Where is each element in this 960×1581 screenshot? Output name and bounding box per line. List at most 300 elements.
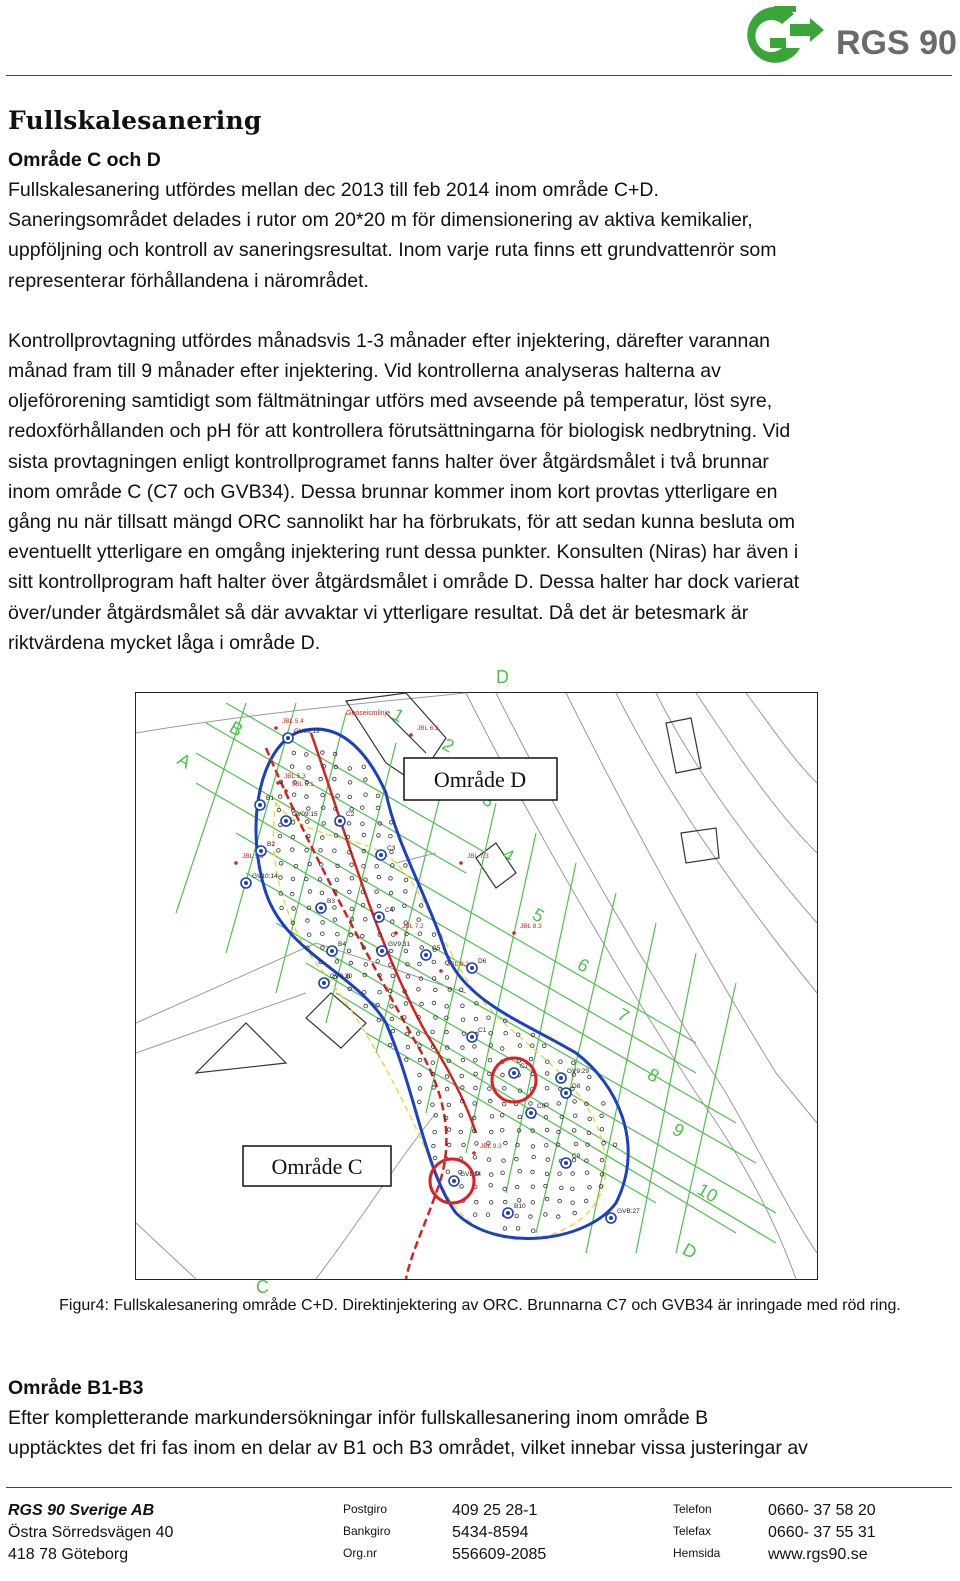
injection-point <box>588 1117 592 1121</box>
injection-point <box>388 1043 392 1047</box>
injection-point <box>319 849 323 853</box>
injection-point <box>348 767 352 771</box>
injection-point <box>588 1075 592 1079</box>
injection-point <box>545 1197 549 1201</box>
header-divider <box>6 75 952 76</box>
well-label: D6 <box>478 958 487 965</box>
injection-point <box>515 1157 519 1161</box>
injection-point <box>473 1102 477 1106</box>
jbl-point <box>512 923 542 935</box>
well-marker <box>503 1203 526 1218</box>
injection-point <box>336 932 340 936</box>
injection-point <box>447 1128 451 1132</box>
injection-point <box>280 906 284 910</box>
injection-point <box>460 1074 464 1078</box>
well-label: C1 <box>478 1027 487 1034</box>
footer-link-website[interactable]: www.rgs90.se <box>768 1546 868 1563</box>
buildings <box>196 693 719 1073</box>
injection-point <box>588 1186 592 1190</box>
injection-point <box>306 919 310 923</box>
injection-point <box>321 793 325 797</box>
svg-text:7: 7 <box>614 1004 633 1027</box>
footer-label-orgnr: Org.nr <box>343 1546 378 1560</box>
injection-point <box>488 1087 492 1091</box>
text-line: månad fram till 9 månader efter injektering. Vid kontrollerna analyseras halterna av <box>8 360 721 383</box>
injection-point <box>474 1017 478 1021</box>
injection-point <box>406 1045 410 1049</box>
injection-point <box>489 1184 493 1188</box>
injection-point <box>347 822 351 826</box>
injection-point <box>434 1016 438 1020</box>
injection-point <box>445 1075 449 1079</box>
well-label: C3 <box>387 845 396 852</box>
injection-point <box>490 1130 494 1134</box>
injection-point <box>389 877 393 881</box>
text-line: sitt kontrollprogram haft halter över åtgärdsmålet i område D. Dessa halter har dock varierat <box>8 571 800 594</box>
footer-label-postgiro: Postgiro <box>343 1502 388 1516</box>
well-marker <box>467 958 487 973</box>
text-line: eventuellt ytterligare en omgång injektering runt dessa punkter. Konsulten (Niras) har även i <box>8 541 799 564</box>
injection-point <box>531 1229 535 1233</box>
injection-point <box>532 1155 536 1159</box>
injection-point <box>546 1158 550 1162</box>
injection-point <box>600 1114 604 1118</box>
injection-point <box>378 990 382 994</box>
injection-point <box>320 891 324 895</box>
well-marker <box>377 941 410 956</box>
injection-point <box>516 1033 520 1037</box>
injection-point <box>377 904 381 908</box>
injection-point <box>501 1171 505 1175</box>
injection-point <box>503 1200 507 1204</box>
injection-point <box>291 835 295 839</box>
injection-point <box>362 833 366 837</box>
injection-point <box>417 988 421 992</box>
footer-value-postgiro: 409 25 28-1 <box>452 1502 538 1519</box>
svg-text:4: 4 <box>499 844 518 867</box>
well-label: GV09:19 <box>294 728 320 735</box>
label-area-d: Område D <box>433 767 527 792</box>
injection-point <box>542 1044 546 1048</box>
injection-point <box>447 1103 451 1107</box>
injection-point <box>391 974 395 978</box>
injection-point <box>557 1102 561 1106</box>
injection-point <box>461 1018 465 1022</box>
injection-point <box>447 1143 451 1147</box>
svg-text:6: 6 <box>574 954 593 977</box>
footer-value-telefon: 0660- 37 58 20 <box>768 1502 876 1519</box>
label-area-c: Område C <box>271 1154 363 1179</box>
well-label: JBL 9.3 <box>480 1143 502 1150</box>
injection-point <box>445 1005 449 1009</box>
well-marker <box>509 1063 529 1078</box>
jbl-point <box>459 853 489 865</box>
injection-point <box>305 877 309 881</box>
injection-point <box>431 1030 435 1034</box>
well-label: C6 <box>537 1103 546 1110</box>
injection-point <box>558 1199 562 1203</box>
injection-point <box>503 1187 507 1191</box>
text-line: Saneringsområdet delades i rutor om 20*20 m för dimensionering av aktiva kemikalier, <box>8 209 753 232</box>
injection-point <box>602 1102 606 1106</box>
injection-point <box>321 751 325 755</box>
injection-point <box>433 1130 437 1134</box>
well-label: C9 <box>572 1153 581 1160</box>
well-label: GV09:15 <box>292 811 318 818</box>
injection-point <box>389 949 393 953</box>
injection-point <box>418 1058 422 1062</box>
well-label: JBL 7.2 <box>402 923 424 930</box>
footer-value-bankgiro: 5434-8594 <box>452 1524 529 1541</box>
well-label: GVB34 <box>460 1171 481 1178</box>
injection-point <box>573 1211 577 1215</box>
well-label: C7 <box>520 1063 529 1070</box>
well-label: GV9:30 <box>330 973 353 980</box>
injection-point <box>518 1115 522 1119</box>
injection-point <box>375 864 379 868</box>
injection-point <box>333 918 337 922</box>
injection-point <box>279 876 283 880</box>
injection-point <box>529 1057 533 1061</box>
injection-point <box>376 960 380 964</box>
injection-point <box>292 793 296 797</box>
injection-point <box>319 777 323 781</box>
injection-point <box>473 1045 477 1049</box>
injection-point <box>404 878 408 882</box>
injection-point <box>404 1002 408 1006</box>
paragraph-control <box>8 326 948 658</box>
text-line: upptäcktes det fri fas inom en delar av B1 och B3 området, vilket innebar vissa justeringar av <box>8 1437 808 1460</box>
injection-point <box>586 1087 590 1091</box>
injection-point <box>348 781 352 785</box>
label-area-c-box <box>243 1146 391 1186</box>
well-marker <box>467 1027 487 1042</box>
injection-point <box>418 962 422 966</box>
injection-point <box>404 864 408 868</box>
injection-point <box>277 808 281 812</box>
well-label: JBL 5.4 <box>282 718 304 725</box>
injection-point <box>517 1199 521 1203</box>
injection-point <box>446 1170 450 1174</box>
well-label: D8 <box>572 1083 581 1090</box>
injection-point <box>490 1173 494 1177</box>
text-line: uppföljning och kontroll av saneringsresultat. Inom varje ruta finns ett grundvattenrör som <box>8 239 777 262</box>
paragraph-intro <box>8 175 948 296</box>
injection-point <box>461 1004 465 1008</box>
injection-point <box>486 1213 490 1217</box>
injection-point <box>574 1142 578 1146</box>
well-label: GV9:31 <box>388 941 411 948</box>
well-marker <box>526 1103 546 1118</box>
injection-point <box>432 1086 436 1090</box>
injection-point <box>518 1169 522 1173</box>
injection-point <box>350 907 354 911</box>
well-marker <box>449 1171 481 1186</box>
injection-point <box>291 821 295 825</box>
injection-point <box>545 1072 549 1076</box>
injection-point <box>531 1170 535 1174</box>
injection-point <box>558 1172 562 1176</box>
injection-point <box>571 1172 575 1176</box>
well-label: B1 <box>266 795 274 802</box>
injection-point <box>572 1061 576 1065</box>
text-line: redoxförhållanden och pH för att kontrollera förutsättningarna för biologisk nedbrytning. Vid <box>8 420 791 443</box>
section-heading-b1-b3: Område B1-B3 <box>8 1377 144 1399</box>
site-map-figure <box>135 667 818 1297</box>
injection-point <box>307 766 311 770</box>
injection-point <box>361 806 365 810</box>
page-title: Fullskalesanering <box>8 106 262 135</box>
svg-text:C: C <box>256 1277 269 1297</box>
injection-point <box>347 949 351 953</box>
well-label: B10 <box>514 1203 526 1210</box>
label-area-d-box <box>404 758 557 800</box>
injection-point <box>518 1044 522 1048</box>
injection-point <box>335 878 339 882</box>
injection-point <box>418 1100 422 1104</box>
injection-point <box>308 890 312 894</box>
injection-point <box>474 1058 478 1062</box>
footer-divider <box>6 1487 952 1488</box>
injection-point <box>460 1185 464 1189</box>
injection-point <box>417 918 421 922</box>
injection-point <box>489 1099 493 1103</box>
injection-point <box>364 963 368 967</box>
injection-point <box>572 1129 576 1133</box>
injection-point <box>336 794 340 798</box>
svg-text:A: A <box>174 749 195 773</box>
footer-label-telefon: Telefon <box>673 1502 712 1516</box>
injection-point <box>418 932 422 936</box>
injection-point <box>349 933 353 937</box>
well-label: GVB:27 <box>617 1208 640 1215</box>
injection-point <box>290 892 294 896</box>
injection-point <box>348 795 352 799</box>
injection-point <box>405 1058 409 1062</box>
injection-point <box>431 1061 435 1065</box>
injection-point <box>348 890 352 894</box>
injection-point <box>504 1031 508 1035</box>
injection-point <box>305 795 309 799</box>
injection-point <box>613 1143 617 1147</box>
text-line: Kontrollprovtagning utfördes månadsvis 1-3 månader efter injektering, därefter varannan <box>8 329 771 352</box>
injection-point <box>350 876 354 880</box>
injection-point <box>389 891 393 895</box>
svg-text:10: 10 <box>694 1179 722 1207</box>
well-label: C2 <box>346 811 355 818</box>
injection-point <box>291 848 295 852</box>
injection-point <box>318 878 322 882</box>
injection-point <box>305 753 309 757</box>
injection-point <box>571 1187 575 1191</box>
injection-point <box>445 976 449 980</box>
injection-point <box>333 849 337 853</box>
footer-value-orgnr: 556609-2085 <box>452 1546 547 1563</box>
well-label: B4 <box>338 941 346 948</box>
injection-point <box>559 1060 563 1064</box>
injection-point <box>391 920 395 924</box>
injection-point <box>335 960 339 964</box>
injection-point <box>462 1143 466 1147</box>
injection-point <box>333 906 337 910</box>
injection-point <box>489 1201 493 1205</box>
injection-point <box>473 1156 477 1160</box>
injection-point <box>500 1114 504 1118</box>
injection-point <box>364 918 368 922</box>
well-label: JBL 7.3 <box>467 853 489 860</box>
injection-point <box>418 1073 422 1077</box>
injection-point <box>504 1141 508 1145</box>
injection-point <box>544 1213 548 1217</box>
injection-point <box>475 1200 479 1204</box>
footer-label-telefax: Telefax <box>673 1524 712 1538</box>
section-heading-c-d: Område C och D <box>8 149 161 171</box>
injection-point <box>419 904 423 908</box>
injection-point <box>404 949 408 953</box>
injection-point <box>361 822 365 826</box>
injection-point <box>584 1199 588 1203</box>
svg-text:5: 5 <box>529 904 548 927</box>
injection-point <box>364 793 368 797</box>
injection-point <box>350 863 354 867</box>
injection-point <box>432 933 436 937</box>
injection-point <box>529 1102 533 1106</box>
injection-point <box>473 1213 477 1217</box>
injection-point <box>474 1072 478 1076</box>
injection-point <box>487 1016 491 1020</box>
injection-point <box>307 933 311 937</box>
injection-point <box>292 751 296 755</box>
logo-text: RGS 90 <box>836 24 957 62</box>
well-marker <box>316 898 335 913</box>
injection-point <box>321 836 325 840</box>
injection-point <box>364 1004 368 1008</box>
text-line: sista provtagningen enligt kontrollprogramet fanns halter över åtgärdsmålet i två brunnar <box>8 450 769 473</box>
geoline-label: Geoseismlinje <box>346 710 390 717</box>
jbl-point <box>409 725 439 737</box>
footer-street: Östra Sörredsvägen 40 <box>8 1524 174 1541</box>
injection-point <box>321 946 325 950</box>
text-line: över/under åtgärdsmålet så där avvaktar vi ytterligare resultat. Då det är betesmark är <box>8 601 749 624</box>
injection-point <box>503 1227 507 1231</box>
injection-point <box>445 1087 449 1091</box>
injection-point <box>434 988 438 992</box>
svg-text:D: D <box>496 667 509 687</box>
injection-point <box>545 1172 549 1176</box>
well-label: B2 <box>267 841 275 848</box>
injection-point <box>322 822 326 826</box>
injection-point <box>571 1201 575 1205</box>
text-line: riktvärdena mycket låga i område D. <box>8 631 321 654</box>
text-line: oljeförorening samtidigt som fältmätningar utförs med avseende på temperatur, löst syre, <box>8 390 773 413</box>
injection-point <box>461 1058 465 1062</box>
injection-point <box>459 1130 463 1134</box>
injection-point <box>545 1086 549 1090</box>
main-content <box>8 106 948 658</box>
injection-point <box>515 1214 519 1218</box>
injection-point <box>418 1087 422 1091</box>
injection-point <box>349 961 353 965</box>
footer-label-hemsida: Hemsida <box>673 1546 721 1560</box>
injection-point <box>600 1158 604 1162</box>
footer-city: 418 78 Göteborg <box>8 1546 129 1563</box>
well-marker <box>421 945 441 960</box>
injection-point <box>556 1215 560 1219</box>
injection-point <box>361 934 365 938</box>
well-label: GV10:14 <box>252 873 278 880</box>
jbl-point <box>284 781 314 793</box>
injection-point <box>431 1103 435 1107</box>
injection-point <box>321 932 325 936</box>
section-b <box>8 1373 953 1463</box>
injection-point <box>291 877 295 881</box>
injection-point <box>585 1171 589 1175</box>
injection-point <box>404 890 408 894</box>
injection-point <box>290 765 294 769</box>
injection-point <box>545 1128 549 1132</box>
injection-point <box>278 795 282 799</box>
injection-point <box>474 1086 478 1090</box>
injection-point <box>475 1142 479 1146</box>
well-label: C5 <box>432 945 441 952</box>
injection-point <box>502 1159 506 1163</box>
injection-point <box>277 849 281 853</box>
injection-point <box>531 1185 535 1189</box>
text-line: Fullskalesanering utfördes mellan dec 2013 till feb 2014 inom område C+D. <box>8 179 659 201</box>
injection-point <box>333 777 337 781</box>
injection-point <box>432 960 436 964</box>
injection-point <box>461 1046 465 1050</box>
well-label: JBL 8.2 <box>447 961 469 968</box>
injection-point <box>377 875 381 879</box>
injection-point <box>546 1060 550 1064</box>
well-label: JBL 6.2 <box>417 725 439 732</box>
figure-caption: Figur4: Fullskalesanering område C+D. Direktinjektering av ORC. Brunnarna C7 och GVB34 är inringade med röd ring. <box>59 1297 901 1314</box>
injection-point <box>432 1144 436 1148</box>
injection-point <box>420 1002 424 1006</box>
injection-point <box>487 1158 491 1162</box>
injection-point <box>416 1032 420 1036</box>
svg-text:8: 8 <box>644 1064 663 1087</box>
svg-text:2: 2 <box>439 734 458 757</box>
injection-point <box>391 1029 395 1033</box>
well-marker <box>561 1153 581 1168</box>
footer-label-bankgiro: Bankgiro <box>343 1524 391 1538</box>
injection-point <box>292 907 296 911</box>
injection-point <box>545 1144 549 1148</box>
injection-point <box>306 820 310 824</box>
injection-point <box>531 1145 535 1149</box>
well-label: B3 <box>327 898 335 905</box>
injection-point <box>574 1114 578 1118</box>
injection-point <box>278 834 282 838</box>
injection-point <box>390 1005 394 1009</box>
well-label: JBL 5.1 <box>242 853 264 860</box>
footer-value-telefax: 0660- 37 55 31 <box>768 1524 876 1541</box>
injection-point <box>501 1073 505 1077</box>
injection-point <box>600 1128 604 1132</box>
injection-point <box>362 765 366 769</box>
injection-point <box>490 1115 494 1119</box>
footer-company: RGS 90 Sverige AB <box>8 1502 155 1519</box>
injection-point <box>531 1201 535 1205</box>
injection-point <box>529 1215 533 1219</box>
injection-point <box>375 890 379 894</box>
injection-point <box>503 1087 507 1091</box>
text-line: inom område C (C7 och GVB34). Dessa brunnar kommer inom kort provtas ytterligare en <box>8 480 778 503</box>
well-label: GV9:29 <box>567 1068 590 1075</box>
injection-point <box>363 991 367 995</box>
